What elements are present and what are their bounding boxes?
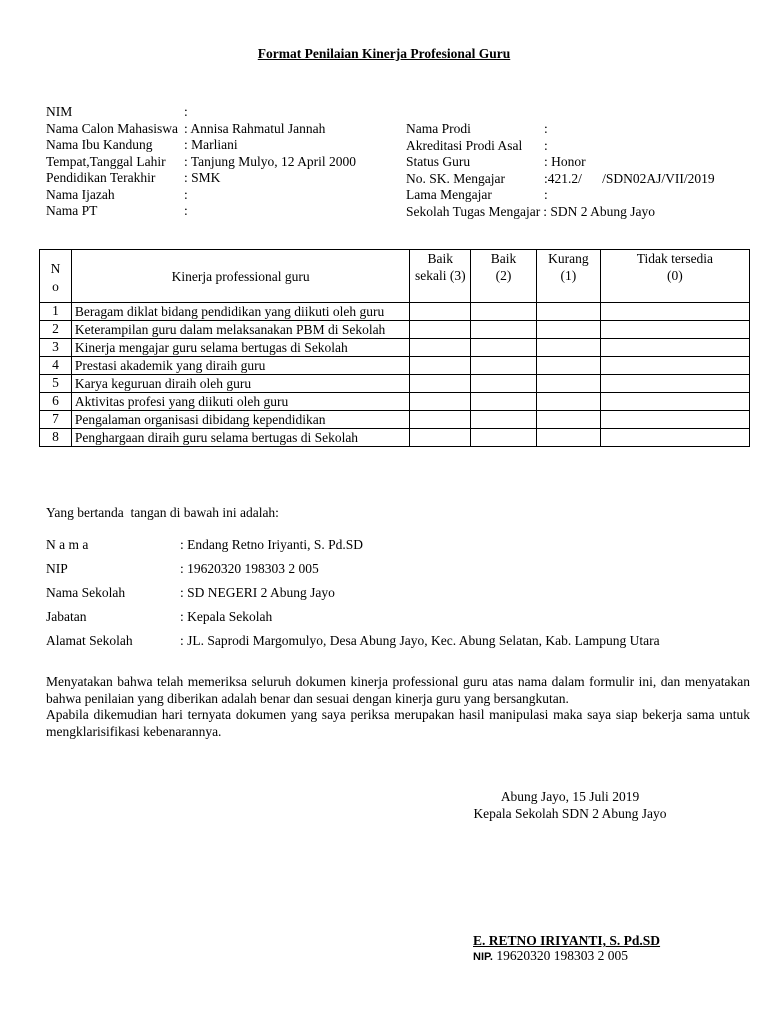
table-header-row (40, 250, 750, 303)
row-description: Keterampilan guru dalam melaksanakan PBM di Sekolah (71, 321, 410, 339)
signer-row-nip (46, 561, 660, 585)
score-cell-tidak-tersedia[interactable] (600, 375, 749, 393)
score-cell-kurang[interactable] (536, 411, 600, 429)
signer-label: Nama Sekolah (46, 585, 126, 600)
info-row-ijazah (46, 187, 356, 204)
signer-value: : Kepala Sekolah (180, 609, 273, 624)
info-row-pendidikan (46, 170, 356, 187)
info-label: Tempat,Tanggal Lahir (46, 153, 166, 169)
info-row-sekolah (406, 204, 715, 221)
intro-text: Yang bertanda tangan di bawah ini adalah: (46, 505, 279, 520)
info-label: Nama Prodi (406, 121, 471, 136)
statement-paragraph: Apabila dikemudian hari ternyata dokumen yang saya periksa merupakan hasil manipulasi maka saya siap bekerja sama untuk mengklarisifikasi kebenarannya. (46, 707, 750, 739)
info-label: Nama Calon Mahasiswa (46, 120, 178, 136)
score-cell-baik[interactable] (471, 411, 537, 429)
info-label: Pendidikan Terakhir (46, 170, 156, 185)
score-cell-tidak-tersedia[interactable] (600, 429, 749, 447)
row-number: 5 (40, 375, 72, 393)
statement-paragraph: Menyatakan bahwa telah memeriksa seluruh dokumen kinerja professional guru atas nama dalam formulir ini, dan menyatakan bahwa penilaian yang diberikan adalah benar dan sesuai dengan kinerja guru yang bersangkutan. (46, 674, 750, 706)
score-cell-kurang[interactable] (536, 357, 600, 375)
signer-nip-label: NIP. (473, 951, 493, 963)
header-kinerja: Kinerja professional guru (71, 250, 410, 303)
score-cell-kurang[interactable] (536, 339, 600, 357)
info-label: NIM (46, 104, 73, 119)
table-row (40, 375, 750, 393)
score-cell-baik-sekali[interactable] (410, 321, 471, 339)
row-number: 2 (40, 321, 72, 339)
info-value: : (184, 186, 188, 202)
signer-row-alamat (46, 633, 660, 657)
info-value: :421.2/ /SDN02AJ/VII/2019 (544, 170, 715, 186)
info-value: : SMK (184, 170, 221, 185)
info-value: : Annisa Rahmatul Jannah (184, 120, 326, 136)
info-value: : Honor (544, 154, 586, 169)
signer-nip-line (473, 948, 628, 964)
signer-label: NIP (46, 561, 68, 576)
info-row-pt (46, 203, 356, 220)
row-number: 1 (40, 303, 72, 321)
table-row (40, 303, 750, 321)
row-number: 3 (40, 339, 72, 357)
place-date: Abung Jayo, 15 Juli 2019 (500, 789, 640, 804)
header-baik-sekali: Baik sekali (3) (410, 250, 471, 303)
info-row-ttl (46, 154, 356, 171)
score-cell-tidak-tersedia[interactable] (600, 357, 749, 375)
signer-row-jabatan (46, 609, 660, 633)
score-cell-baik[interactable] (471, 321, 537, 339)
statement (46, 674, 750, 740)
score-cell-tidak-tersedia[interactable] (600, 393, 749, 411)
score-cell-baik-sekali[interactable] (410, 357, 471, 375)
score-cell-kurang[interactable] (536, 375, 600, 393)
score-cell-tidak-tersedia[interactable] (600, 339, 749, 357)
row-description: Penghargaan diraih guru selama bertugas di Sekolah (71, 429, 410, 447)
signer-info (46, 537, 660, 657)
signer-value: : JL. Saprodi Margomulyo, Desa Abung Jayo, Kec. Abung Selatan, Kab. Lampung Utara (180, 633, 660, 648)
info-row-akreditasi (406, 138, 715, 155)
score-cell-kurang[interactable] (536, 321, 600, 339)
info-label: Nama Ijazah (46, 186, 115, 202)
header-baik (471, 250, 537, 303)
score-cell-tidak-tersedia[interactable] (600, 303, 749, 321)
score-cell-baik[interactable] (471, 357, 537, 375)
info-label: No. SK. Mengajar (406, 170, 505, 186)
row-number: 6 (40, 393, 72, 411)
info-row-sk (406, 171, 715, 188)
score-cell-baik[interactable] (471, 429, 537, 447)
header-tidak-tersedia (600, 250, 749, 303)
info-value: : Marliani (184, 137, 238, 152)
info-value: : SDN 2 Abung Jayo (543, 203, 656, 219)
header-no-label: N o (50, 261, 61, 294)
info-row-nama (46, 121, 356, 138)
score-cell-baik[interactable] (471, 393, 537, 411)
info-label: Nama PT (46, 203, 98, 218)
info-row-prodi (406, 121, 715, 138)
row-description: Aktivitas profesi yang diikuti oleh guru (71, 393, 410, 411)
table-row (40, 393, 750, 411)
score-cell-baik[interactable] (471, 339, 537, 357)
score-cell-kurang[interactable] (536, 393, 600, 411)
signer-nip: 19620320 198303 2 005 (492, 948, 628, 963)
score-cell-kurang[interactable] (536, 429, 600, 447)
teacher-info (406, 121, 715, 220)
row-description: Beragam diklat bidang pendidikan yang diikuti oleh guru (71, 303, 410, 321)
signature-block (470, 788, 670, 822)
row-number: 4 (40, 357, 72, 375)
info-value: : (544, 137, 548, 153)
row-number: 8 (40, 429, 72, 447)
score-cell-baik[interactable] (471, 303, 537, 321)
table-row (40, 357, 750, 375)
header-tidak-label: Tidak tersedia (0) (636, 251, 714, 283)
signer-row-nama (46, 537, 660, 561)
info-row-nim (46, 104, 356, 121)
score-cell-baik[interactable] (471, 375, 537, 393)
info-row-ibu (46, 137, 356, 154)
score-cell-tidak-tersedia[interactable] (600, 411, 749, 429)
score-cell-baik-sekali[interactable] (410, 303, 471, 321)
info-value: : (544, 121, 548, 136)
table-row (40, 429, 750, 447)
signer-label: Jabatan (46, 609, 87, 624)
signer-position: Kepala Sekolah SDN 2 Abung Jayo (473, 806, 667, 821)
row-description: Kinerja mengajar guru selama bertugas di Sekolah (71, 339, 410, 357)
row-number: 7 (40, 411, 72, 429)
score-cell-tidak-tersedia[interactable] (600, 321, 749, 339)
score-cell-baik-sekali[interactable] (410, 393, 471, 411)
table-row (40, 411, 750, 429)
info-value: : (544, 187, 548, 202)
info-label: Nama Ibu Kandung (46, 137, 153, 152)
info-value: : (184, 104, 188, 119)
student-info (46, 104, 356, 220)
info-label: Akreditasi Prodi Asal (406, 137, 523, 153)
info-row-status (406, 154, 715, 171)
score-cell-baik-sekali[interactable] (410, 339, 471, 357)
table-row (40, 321, 750, 339)
info-row-lama (406, 187, 715, 204)
header-baik-label: Baik (2) (490, 251, 517, 283)
score-cell-baik-sekali[interactable] (410, 429, 471, 447)
signer-name: E. RETNO IRIYANTI, S. Pd.SD (473, 933, 661, 948)
signer-row-sekolah (46, 585, 660, 609)
row-description: Prestasi akademik yang diraih guru (71, 357, 410, 375)
signer-value: : 19620320 198303 2 005 (180, 561, 319, 576)
info-value: : (184, 203, 188, 218)
score-cell-baik-sekali[interactable] (410, 411, 471, 429)
row-description: Pengalaman organisasi dibidang kependidikan (71, 411, 410, 429)
header-no (40, 250, 72, 303)
info-label: Sekolah Tugas Mengajar (406, 203, 541, 219)
signer-value: : Endang Retno Iriyanti, S. Pd.SD (180, 537, 363, 552)
info-value: : Tanjung Mulyo, 12 April 2000 (184, 153, 357, 169)
table-row (40, 339, 750, 357)
info-label: Status Guru (406, 154, 471, 169)
signer-label: N a m a (46, 537, 89, 552)
signer-value: : SD NEGERI 2 Abung Jayo (180, 585, 335, 600)
info-label: Lama Mengajar (406, 187, 492, 202)
signer-label: Alamat Sekolah (46, 633, 133, 648)
row-description: Karya keguruan diraih oleh guru (71, 375, 410, 393)
score-cell-baik-sekali[interactable] (410, 375, 471, 393)
score-cell-kurang[interactable] (536, 303, 600, 321)
assessment-table (39, 249, 750, 447)
header-kurang: Kurang (1) (536, 250, 600, 303)
document-title: Format Penilaian Kinerja Profesional Guru (257, 46, 511, 61)
